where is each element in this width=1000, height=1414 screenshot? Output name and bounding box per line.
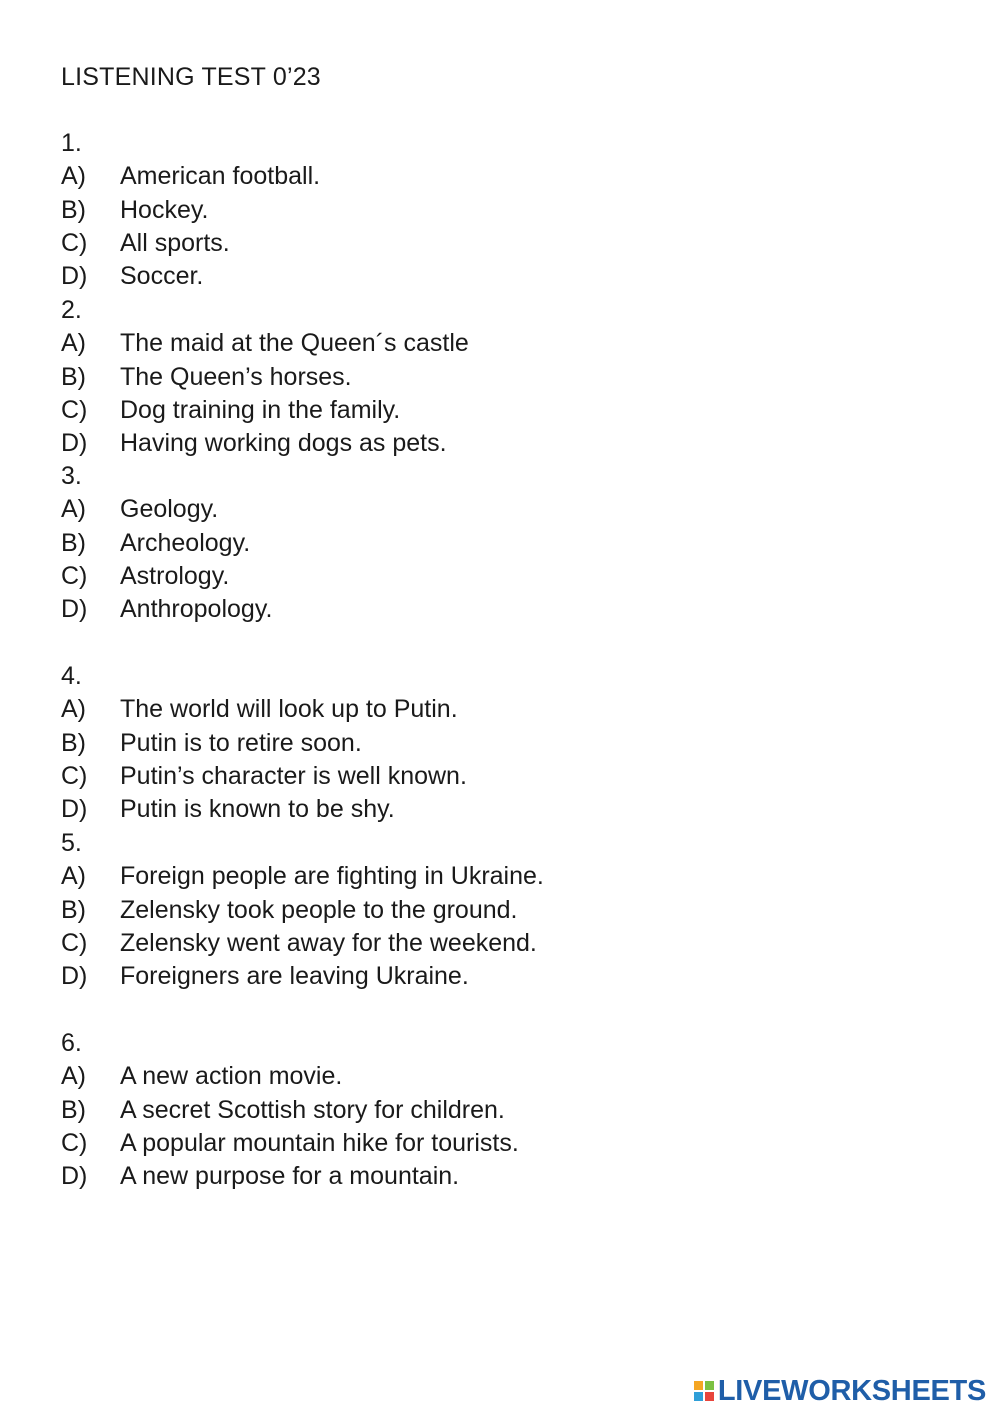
option-text: Hockey.	[120, 195, 209, 224]
option-letter: A)	[61, 329, 86, 358]
option-text: Putin’s character is well known.	[120, 762, 467, 791]
option-a	[61, 860, 961, 893]
option-letter: C)	[61, 396, 88, 425]
option-d	[61, 427, 961, 460]
option-b	[61, 361, 961, 394]
option-letter: A)	[61, 1062, 86, 1091]
option-letter: B)	[61, 195, 86, 224]
option-letter: C)	[61, 229, 88, 258]
option-letter: D)	[61, 1162, 88, 1191]
option-text: Astrology.	[120, 562, 230, 591]
option-text: A popular mountain hike for tourists.	[120, 1129, 519, 1158]
option-b	[61, 194, 961, 227]
option-text: Geology.	[120, 495, 219, 524]
option-letter: D)	[61, 262, 88, 291]
option-text: Archeology.	[120, 528, 251, 557]
option-b	[61, 527, 961, 560]
option-b	[61, 727, 961, 760]
option-a	[61, 493, 961, 526]
logo-square-3	[693, 1391, 704, 1402]
option-text: A new action movie.	[120, 1062, 343, 1091]
question-number: 2.	[61, 296, 82, 324]
option-text: Zelensky went away for the weekend.	[120, 929, 537, 958]
option-c	[61, 927, 961, 960]
question-number: 1.	[61, 129, 82, 157]
option-letter: B)	[61, 528, 86, 557]
option-letter: B)	[61, 728, 86, 757]
option-letter: C)	[61, 1129, 88, 1158]
question-number: 3.	[61, 462, 82, 490]
option-letter: D)	[61, 795, 88, 824]
option-letter: B)	[61, 895, 86, 924]
option-d	[61, 960, 961, 993]
option-c	[61, 1127, 961, 1160]
option-letter: D)	[61, 595, 88, 624]
option-letter: C)	[61, 929, 88, 958]
option-d	[61, 793, 961, 826]
question-number: 5.	[61, 829, 82, 857]
option-b	[61, 1094, 961, 1127]
option-letter: C)	[61, 562, 88, 591]
option-letter: D)	[61, 962, 88, 991]
option-letter: C)	[61, 762, 88, 791]
option-text: Anthropology.	[120, 595, 273, 624]
watermark-text: LIVEWORKSHEETS	[717, 1375, 986, 1407]
option-d	[61, 1160, 961, 1193]
option-a	[61, 327, 961, 360]
option-text: Soccer.	[120, 262, 204, 291]
option-c	[61, 560, 961, 593]
option-a	[61, 1060, 961, 1093]
option-text: Having working dogs as pets.	[120, 429, 447, 458]
option-text: Putin is known to be shy.	[120, 795, 395, 824]
question-3	[61, 460, 961, 627]
option-text: The world will look up to Putin.	[120, 695, 458, 724]
question-number: 4.	[61, 662, 82, 690]
liveworksheets-logo-icon	[693, 1380, 715, 1402]
question-2	[61, 294, 961, 461]
option-d	[61, 593, 961, 626]
option-text: Foreigners are leaving Ukraine.	[120, 962, 469, 991]
option-letter: B)	[61, 362, 86, 391]
option-letter: A)	[61, 695, 86, 724]
question-1	[61, 127, 961, 294]
liveworksheets-watermark	[693, 1376, 986, 1406]
page-title: LISTENING TEST 0’23	[61, 63, 321, 91]
option-text: All sports.	[120, 229, 230, 258]
option-c	[61, 227, 961, 260]
option-c	[61, 760, 961, 793]
option-b	[61, 894, 961, 927]
option-a	[61, 693, 961, 726]
option-text: A secret Scottish story for children.	[120, 1095, 505, 1124]
logo-square-1	[693, 1380, 704, 1391]
option-text: The maid at the Queen´s castle	[120, 329, 469, 358]
option-letter: A)	[61, 862, 86, 891]
option-a	[61, 160, 961, 193]
option-text: Zelensky took people to the ground.	[120, 895, 518, 924]
option-letter: A)	[61, 495, 86, 524]
option-text: American football.	[120, 162, 321, 191]
option-text: A new purpose for a mountain.	[120, 1162, 460, 1191]
option-text: Putin is to retire soon.	[120, 728, 362, 757]
logo-square-2	[704, 1380, 715, 1391]
option-letter: B)	[61, 1095, 86, 1124]
question-number: 6.	[61, 1029, 82, 1057]
logo-square-4	[704, 1391, 715, 1402]
option-letter: A)	[61, 162, 86, 191]
option-text: The Queen’s horses.	[120, 362, 352, 391]
question-6	[61, 1027, 961, 1194]
option-c	[61, 394, 961, 427]
option-letter: D)	[61, 429, 88, 458]
option-d	[61, 260, 961, 293]
option-text: Foreign people are fighting in Ukraine.	[120, 862, 544, 891]
question-5	[61, 827, 961, 994]
option-text: Dog training in the family.	[120, 396, 401, 425]
question-4	[61, 660, 961, 827]
